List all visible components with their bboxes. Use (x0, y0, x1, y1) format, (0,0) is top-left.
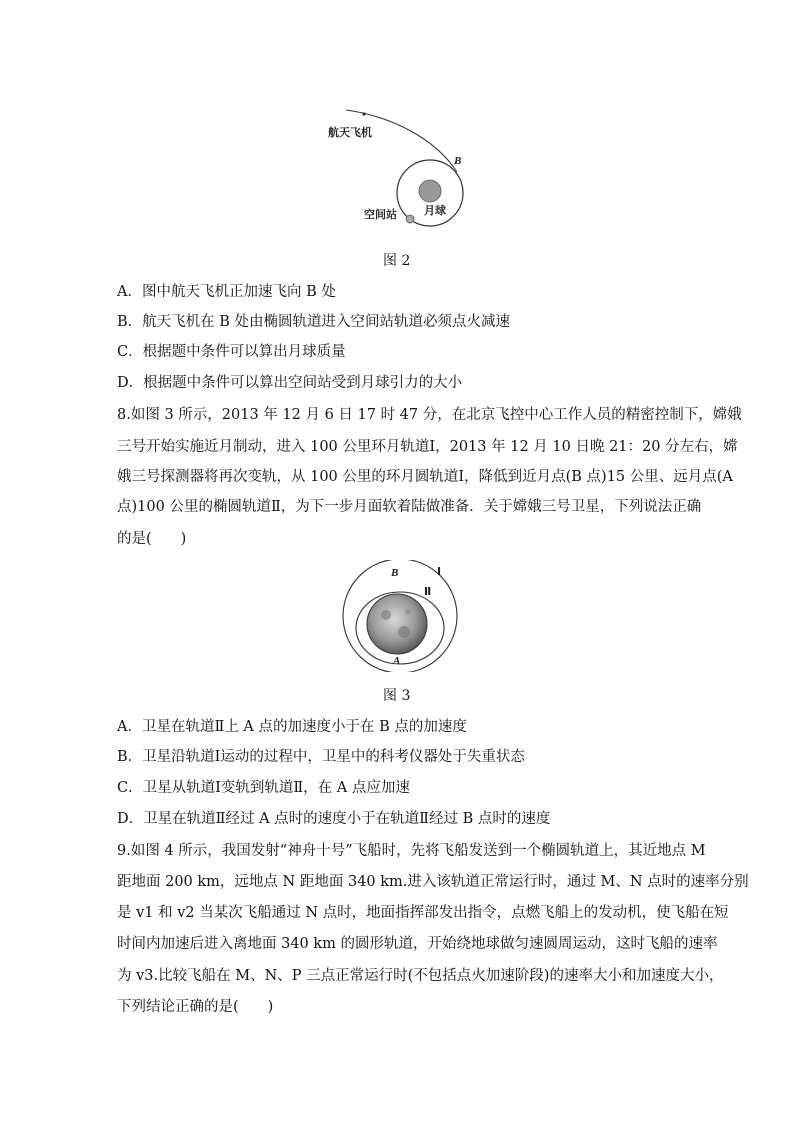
q7-option-b: B．航天飞机在 B 处由椭圆轨道进入空间站轨道必须点火减速 (117, 314, 511, 330)
figure-3-caption: 图 3 (383, 688, 411, 704)
q8-stem-line: 8.如图 3 所示，2013 年 12 月 6 日 17 时 47 分，在北京飞控中心工作人员的精密控制下，嫦娥 (117, 407, 742, 423)
plane-marker (362, 112, 365, 115)
figure-2-diagram (320, 100, 480, 235)
q7-option-d: D．根据题中条件可以算出空间站受到月球引力的大小 (117, 375, 463, 391)
q8-stem-line: 娥三号探测器将再次变轨，从 100 公里的环月圆轨道Ⅰ，降低到近月点(B 点)15 公里、远月点(A (117, 469, 733, 485)
label-b: B (391, 567, 399, 579)
moon (419, 180, 441, 202)
label-plane: 航天飞机 (328, 126, 372, 139)
q8-option-b: B．卫星沿轨道Ⅰ运动的过程中，卫星中的科考仪器处于失重状态 (117, 749, 525, 765)
plane-trajectory (346, 110, 457, 172)
q9-stem-line: 为 v3.比较飞船在 M、N、P 三点正常运行时(不包括点火加速阶段)的速率大小和加速度大小， (117, 968, 724, 984)
label-moon: 月球 (424, 204, 446, 217)
q8-stem-line: 点)100 公里的椭圆轨道Ⅱ，为下一步月面软着陆做准备．关于嫦娥三号卫星，下列说法正确 (117, 499, 702, 515)
q8-option-c: C．卫星从轨道Ⅰ变轨到轨道Ⅱ，在 A 点应加速 (117, 780, 410, 796)
q9-stem-line: 9.如图 4 所示，我国发射“神舟十号”飞船时，先将飞船发送到一个椭圆轨道上，其近地点 M (117, 843, 706, 859)
label-station: 空间站 (364, 208, 397, 221)
q9-stem-line: 时间内加速后进入离地面 340 km 的圆形轨道，开始绕地球做匀速圆周运动，这时飞船的速率 (117, 936, 718, 952)
label-orbit-1: Ⅰ (437, 565, 442, 578)
q9-stem-line: 下列结论正确的是( ) (117, 999, 274, 1015)
label-b: B (454, 155, 462, 167)
q7-option-a: A．图中航天飞机正加速飞向 B 处 (117, 284, 336, 300)
space-station (406, 215, 414, 223)
q9-stem-line: 距地面 200 km，远地点 N 距地面 340 km.进入该轨道正常运行时，通过 M、N 点时的速率分别 (117, 874, 749, 890)
label-a: A (393, 655, 401, 667)
q7-option-c: C．根据题中条件可以算出月球质量 (117, 344, 346, 360)
q8-option-a: A．卫星在轨道Ⅱ上 A 点的加速度小于在 B 点的加速度 (117, 719, 467, 735)
figure-2-caption: 图 2 (383, 253, 411, 269)
q8-stem-line: 三号开始实施近月制动，进入 100 公里环月轨道Ⅰ，2013 年 12 月 10 日晚 21：20 分左右，嫦 (117, 439, 738, 455)
q8-stem-line: 的是( ) (117, 531, 187, 547)
moon-image (367, 594, 427, 654)
q9-stem-line: 是 v1 和 v2 当某次飞船通过 N 点时，地面指挥部发出指令，点燃飞船上的发动机，使飞船在短 (117, 905, 729, 921)
q8-option-d: D．卫星在轨道Ⅱ经过 A 点时的速度小于在轨道Ⅱ经过 B 点时的速度 (117, 811, 551, 827)
label-orbit-2: Ⅱ (424, 585, 432, 598)
figure-3-diagram (338, 560, 468, 672)
